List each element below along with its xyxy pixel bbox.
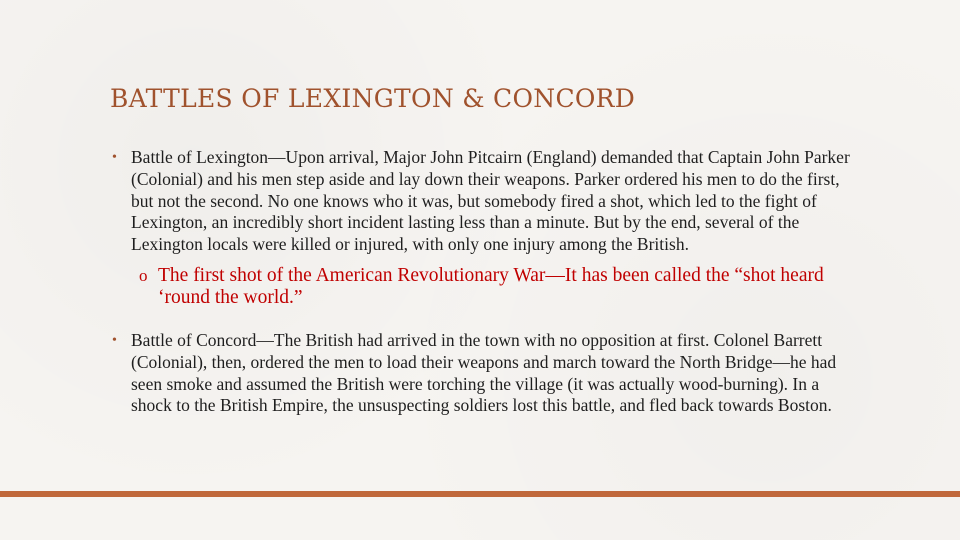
bullet-text: Battle of Concord—The British had arrived in the town with no opposition at first. Colonel Barrett (Colonial), then, ordered the men to load their weapons and march toward the North Bridge—he had seen smoke and assumed the British were torching the village (it was actually wood-burning). In a shock to the British Empire, the unsuspecting soldiers lost this battle, and fled back towards Boston.	[131, 329, 837, 416]
bullet-concord	[112, 330, 862, 417]
footer-divider	[0, 491, 960, 497]
bullet-text: Battle of Lexington—Upon arrival, Major John Pitcairn (England) demanded that Captain John Parker (Colonial) and his men step aside and lay down their weapons. Parker ordered his men to do the first, but not the second. No one knows who it was, but somebody fired a shot, which led to the fight of Lexington, an incredibly short incident lasting less than a minute. But by the end, several of the Lexington locals were killed or injured, with only one injury among the British.	[131, 147, 850, 255]
bullet-lexington	[112, 147, 862, 256]
sub-bullet-text: The first shot of the American Revolutionary War—It has been called the “shot heard ‘round the world.”	[158, 264, 824, 309]
sub-bullet-marker: o	[139, 265, 148, 285]
slide-title: BATTLES OF LEXINGTON & CONCORD	[110, 84, 636, 113]
bullet-marker: •	[112, 150, 117, 165]
slide-content	[112, 147, 862, 417]
bullet-marker: •	[112, 332, 117, 348]
spacer	[112, 310, 862, 330]
sub-bullet-first-shot	[139, 265, 858, 310]
